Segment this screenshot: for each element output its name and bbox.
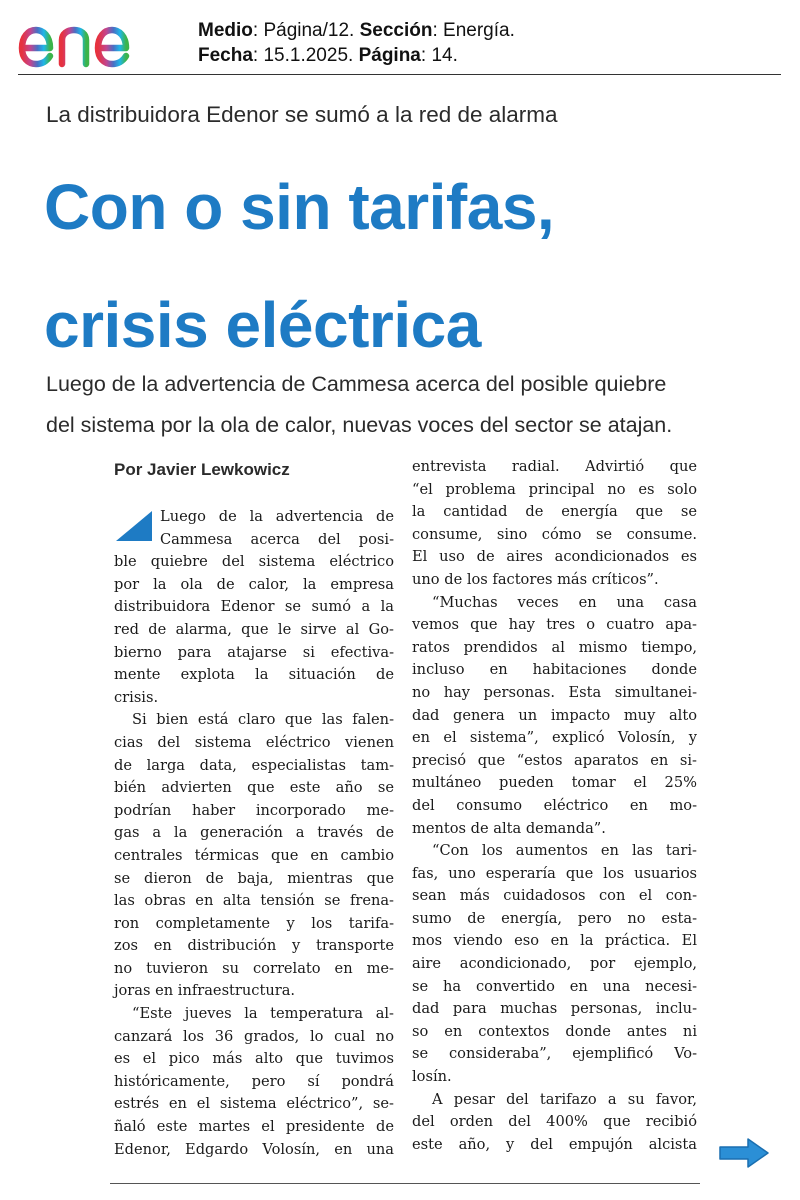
clipping-header bbox=[18, 8, 781, 75]
article-line: “Muchas veces en una casa bbox=[432, 593, 697, 611]
article-line: “Con los aumentos en las tari- bbox=[432, 842, 697, 860]
article-line: Cammesa acerca del posi- bbox=[160, 530, 394, 548]
article-line: es el pico más alto que tuvimos bbox=[114, 1050, 394, 1068]
headline-line-2: crisis eléctrica bbox=[44, 289, 481, 361]
article-line: históricamente, pero sí pondrá bbox=[114, 1072, 394, 1090]
article-column-1 bbox=[114, 506, 394, 1161]
article-line: ble quiebre del sistema eléctrico bbox=[114, 553, 394, 571]
article-line: uno de los factores más críticos”. bbox=[412, 570, 659, 588]
meta-line-1: Medio: Página/12. Sección: Energía. bbox=[198, 20, 515, 41]
article-line: aire acondicionado, por ejemplo, bbox=[412, 955, 697, 973]
article-line: dad para muchas personas, inclu- bbox=[412, 1000, 697, 1018]
article-line: El uso de aires acondicionados es bbox=[412, 548, 697, 566]
article-line: precisó que “estos aparatos en si- bbox=[412, 751, 697, 769]
article-line: canzará los 36 grados, lo cual no bbox=[114, 1027, 394, 1045]
article-line: entrevista radial. Advirtió que bbox=[412, 458, 697, 475]
article-line: se consideraba”, ejemplificó Vo- bbox=[412, 1045, 697, 1063]
article-line: Luego de la advertencia de bbox=[160, 508, 394, 525]
article-line: del orden del 400% que recibió bbox=[412, 1113, 697, 1131]
article-line: cias del sistema eléctrico vienen bbox=[114, 733, 394, 751]
deck-line-1: Luego de la advertencia de Cammesa acerca del posible quiebre bbox=[46, 372, 667, 396]
article-column-2 bbox=[412, 456, 697, 1156]
pagina-label: Página bbox=[358, 45, 421, 66]
article-headline bbox=[44, 148, 554, 384]
article-line: incluso en habitaciones donde bbox=[412, 661, 697, 679]
article-line: “Este jueves la temperatura al- bbox=[132, 1005, 394, 1023]
headline-line-1: Con o sin tarifas, bbox=[44, 171, 555, 243]
article-line: joras en infraestructura. bbox=[114, 982, 296, 1000]
article-line: en el sistema”, explicó Volosín, y bbox=[412, 729, 697, 747]
medio-label: Medio bbox=[198, 20, 253, 41]
article-line: del consumo eléctrico en mo- bbox=[412, 796, 697, 814]
article-line: multáneo pueden tomar el 25% bbox=[412, 774, 697, 792]
article-line: este año, y del empujón alcista bbox=[412, 1135, 697, 1153]
article-line: losín. bbox=[412, 1068, 452, 1086]
clipping-meta bbox=[198, 18, 515, 68]
article-line: centrales térmicas que en cambio bbox=[114, 846, 394, 864]
article-line: mente explota la situación de bbox=[114, 666, 394, 684]
article-line: se dieron de baja, mientras que bbox=[114, 869, 394, 887]
article-line: no tuvieron su correlato en me- bbox=[114, 959, 394, 977]
seccion-value: Energía. bbox=[443, 20, 515, 41]
article-line: podrían haber incorporado me- bbox=[114, 801, 394, 819]
meta-line-2: Fecha: 15.1.2025. Página: 14. bbox=[198, 45, 458, 66]
article-line: ratos prendidos al mismo tiempo, bbox=[412, 638, 697, 656]
article-line: bién advierten que este año se bbox=[114, 779, 394, 797]
article-line: por la ola de calor, la empresa bbox=[114, 575, 394, 593]
article-line: red de alarma, que le sirve al Go- bbox=[114, 620, 394, 638]
article-line: ñaló este martes el presidente de bbox=[114, 1118, 394, 1136]
fecha-value: 15.1.2025. bbox=[263, 45, 354, 66]
article-line: so en contextos donde antes ni bbox=[412, 1022, 697, 1040]
article-line: sumo de energía, pero no esta- bbox=[412, 909, 697, 927]
article-deck bbox=[46, 364, 672, 446]
pagina-value: 14. bbox=[431, 45, 458, 66]
seccion-label: Sección bbox=[359, 20, 433, 41]
article-line: estrés en el sistema eléctrico”, se- bbox=[114, 1095, 394, 1113]
article-kicker: La distribuidora Edenor se sumó a la red de alarma bbox=[46, 102, 558, 127]
article-line: vemos que hay tres o cuatro apa- bbox=[412, 616, 697, 634]
article-line: mentos de alta demanda”. bbox=[412, 819, 606, 837]
article-line: no hay personas. Esta simultanei- bbox=[412, 683, 697, 701]
article-line: de larga data, especialistas tam- bbox=[114, 756, 394, 774]
article-line: se ha convertido en una necesi- bbox=[412, 977, 697, 995]
article-byline: Por Javier Lewkowicz bbox=[114, 460, 290, 479]
article-line: fas, uno esperaría que los usuarios bbox=[412, 864, 697, 882]
article-line: la cantidad de energía que se bbox=[412, 503, 697, 521]
enel-logo bbox=[18, 10, 168, 68]
article-line: distribuidora Edenor se sumó a la bbox=[114, 598, 394, 616]
article-line: Si bien está claro que las falen- bbox=[132, 711, 394, 729]
article-line: mos viendo eso en la práctica. El bbox=[412, 932, 697, 950]
article-line: gas a la generación a través de bbox=[114, 824, 394, 842]
article-line: “el problema principal no es solo bbox=[412, 480, 697, 498]
article-line: las obras en alta tensión se frena- bbox=[114, 892, 394, 910]
bottom-divider bbox=[110, 1183, 700, 1184]
article-line: consume, sino cómo se consume. bbox=[412, 525, 697, 543]
medio-value: Página/12. bbox=[263, 20, 355, 41]
deck-line-2: del sistema por la ola de calor, nuevas voces del sector se atajan. bbox=[46, 413, 673, 437]
fecha-label: Fecha bbox=[198, 45, 253, 66]
article-line: bierno para atajarse si efectiva- bbox=[114, 643, 394, 661]
arrow-right-icon[interactable] bbox=[718, 1136, 770, 1170]
article-line: dad genera un impacto muy alto bbox=[412, 706, 697, 724]
article-line: A pesar del tarifazo a su favor, bbox=[432, 1090, 697, 1108]
article-line: sean más cuidadosos con el con- bbox=[412, 887, 697, 905]
article-line: zos en distribución y transporte bbox=[114, 937, 394, 955]
article-line: ron completamente y los tarifa- bbox=[114, 914, 394, 932]
article-line: Edenor, Edgardo Volosín, en una bbox=[114, 1140, 394, 1158]
article-line: crisis. bbox=[114, 688, 159, 706]
